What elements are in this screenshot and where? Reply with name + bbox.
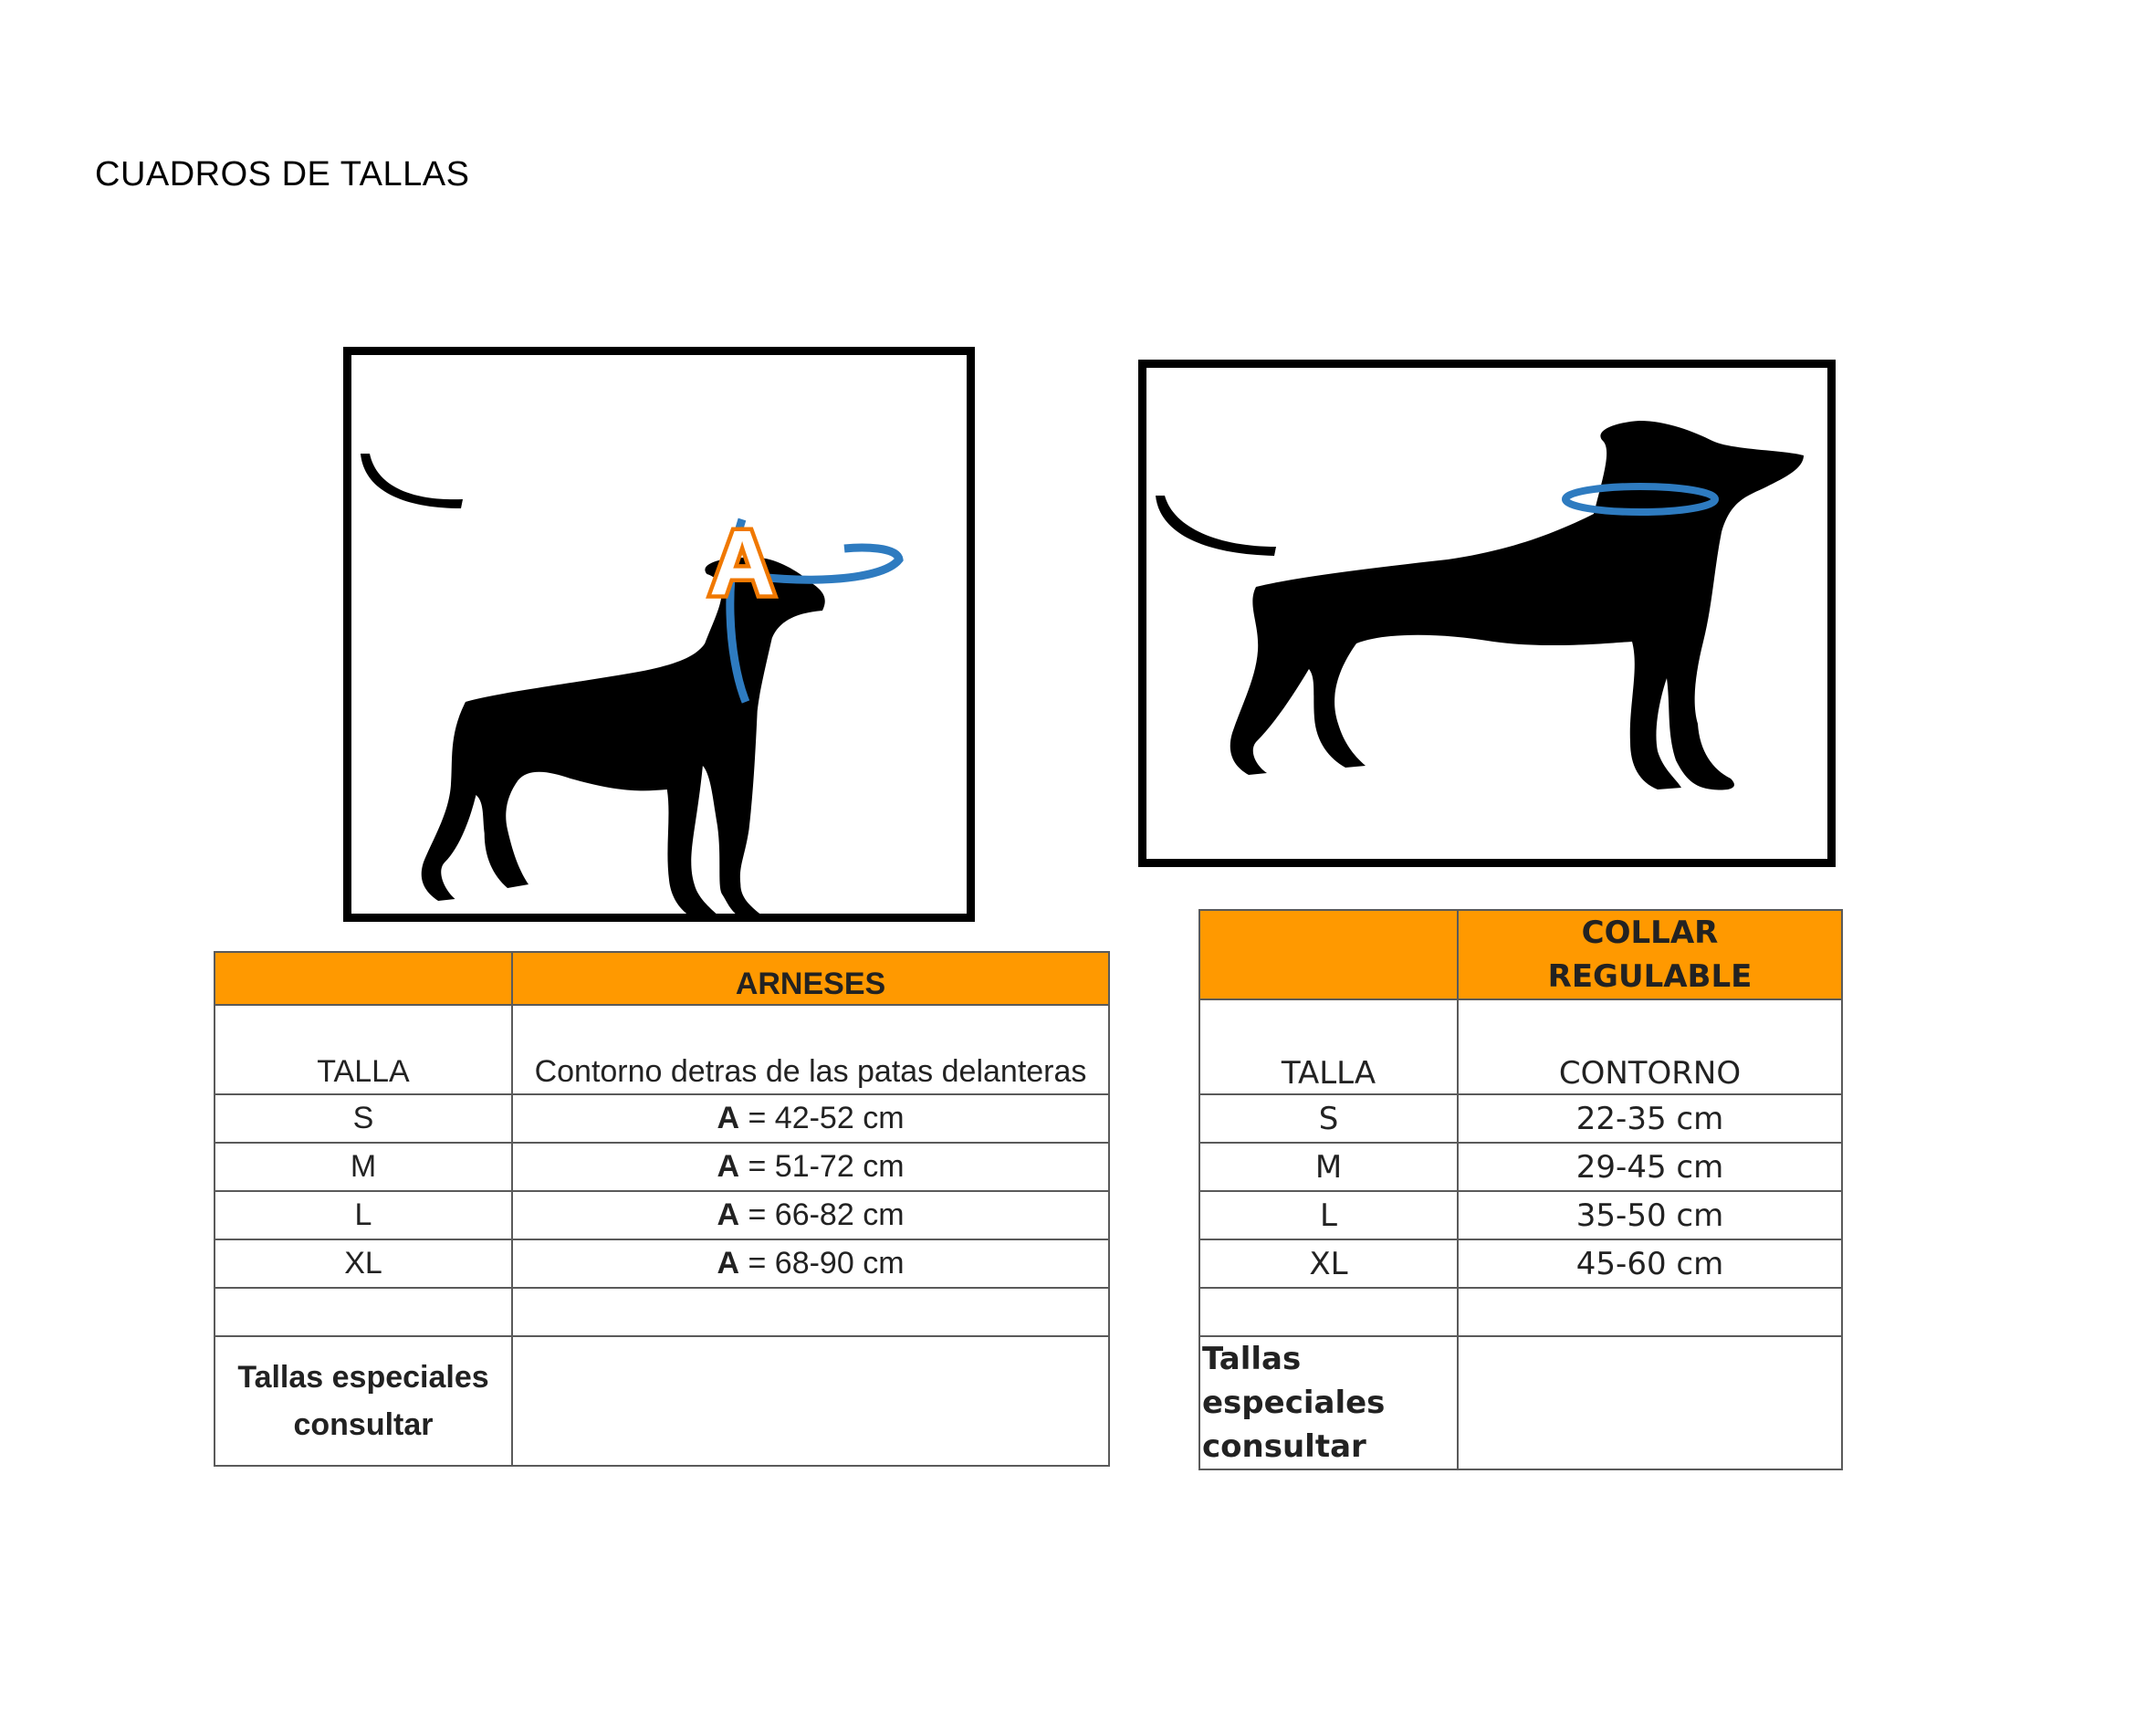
special-sizes-cell [1199,1336,1458,1469]
measure-letter: A [717,1149,740,1184]
table-row [1199,1191,1842,1239]
contour-cell: 29-45 cm [1458,1143,1842,1191]
empty-cell [1458,1336,1842,1469]
special-sizes-line-1: Tallas [1202,1341,1302,1377]
measure-value: = 42-52 cm [748,1101,905,1135]
table-row [215,1143,1109,1191]
measure-cell [512,1094,1109,1143]
contour-cell: 35-50 cm [1458,1191,1842,1239]
table-header-row [1199,910,1842,999]
measure-label-a: A [709,512,776,614]
size-cell: M [1199,1143,1458,1191]
column-header-talla: TALLA [1199,999,1458,1094]
special-sizes-line-2: especiales [1202,1385,1386,1421]
measure-cell [512,1239,1109,1288]
measure-letter: A [717,1197,740,1232]
table-row [215,1191,1109,1239]
table-row [1199,1239,1842,1288]
harness-size-table [214,951,1110,1467]
size-cell: L [1199,1191,1458,1239]
measure-value: = 66-82 cm [748,1197,905,1232]
table-header-row [215,952,1109,1005]
dog-silhouette-collar [1146,368,1827,859]
header-collar-regulable [1458,910,1842,999]
dog-silhouette-harness [351,355,967,914]
special-sizes-line-2: consultar [293,1407,434,1442]
empty-cell [1199,1288,1458,1336]
collar-dog-figure [1138,360,1836,867]
special-sizes-cell [215,1336,512,1466]
size-cell: XL [1199,1239,1458,1288]
measure-letter: A [717,1101,740,1135]
size-cell: XL [215,1239,512,1288]
page-title: CUADROS DE TALLAS [95,155,470,193]
empty-row [1199,1288,1842,1336]
special-sizes-line-3: consultar [1202,1428,1366,1465]
measure-value: = 68-90 cm [748,1246,905,1281]
empty-cell [512,1336,1109,1466]
measure-cell [512,1143,1109,1191]
special-sizes-line-1: Tallas especiales [237,1360,489,1395]
header-line-1: COLLAR [1581,915,1719,951]
column-header-contorno: Contorno detras de las patas delanteras [512,1005,1109,1094]
size-cell: M [215,1143,512,1191]
collar-size-table [1198,909,1843,1470]
size-cell: S [1199,1094,1458,1143]
table-row [1199,1094,1842,1143]
empty-cell [512,1288,1109,1336]
column-header-row [215,1005,1109,1094]
empty-cell [215,1288,512,1336]
size-cell: L [215,1191,512,1239]
special-sizes-row [1199,1336,1842,1469]
measure-value: = 51-72 cm [748,1149,905,1184]
header-line-2: REGULABLE [1547,958,1753,995]
harness-dog-figure [343,347,975,922]
contour-cell: 45-60 cm [1458,1239,1842,1288]
special-sizes-row [215,1336,1109,1466]
table-row [1199,1143,1842,1191]
table-row [215,1239,1109,1288]
column-header-talla: TALLA [215,1005,512,1094]
empty-row [215,1288,1109,1336]
column-header-contorno: CONTORNO [1458,999,1842,1094]
header-empty-cell [1199,910,1458,999]
empty-cell [1458,1288,1842,1336]
column-header-row [1199,999,1842,1094]
header-empty-cell [215,952,512,1005]
contour-cell: 22-35 cm [1458,1094,1842,1143]
measure-cell [512,1191,1109,1239]
size-cell: S [215,1094,512,1143]
measure-letter: A [717,1246,740,1281]
header-arneses: ARNESES [512,952,1109,1005]
table-row [215,1094,1109,1143]
